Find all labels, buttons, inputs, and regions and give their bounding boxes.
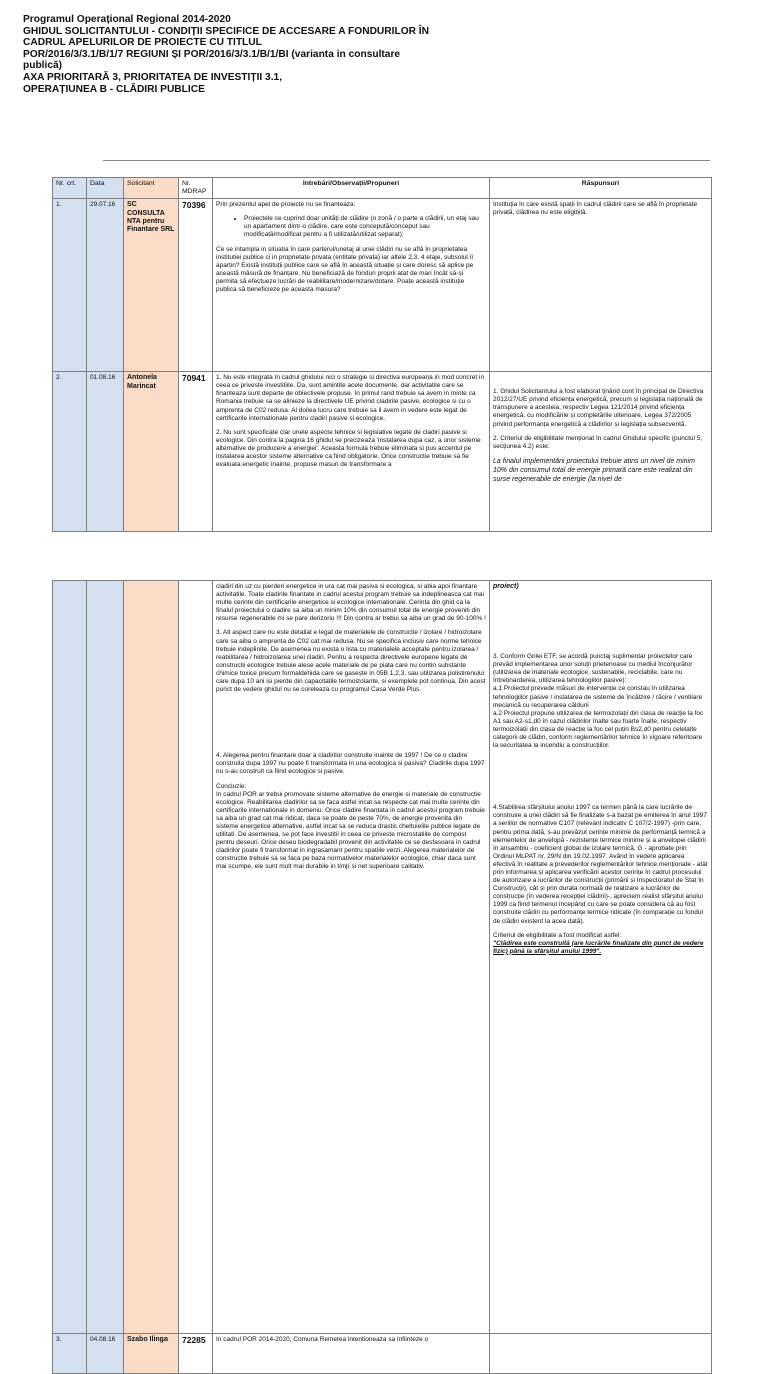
row-solicitant: Antonela Marincat [124, 372, 179, 532]
question-body: Ce se intampla in situatia în care parterul/unetaj al unei clădiri nu se află în proprietatea institutiei publice ci in proprietate privata (entitate privata) iar altele 2,3, 4 etaje, subsolul îi aparțin? Există instituții publice care se află în această situație și care doresc să aplice pe această măsură de finanțare. Nu beneficiază de fonduri proprii atat de mari încât să-și permita să efectueze lucrări de reabilitare/modernizare/dotare. Poate această instituție publica să beneficieze pe aceasta masura? [216, 245, 474, 294]
row-question [213, 199, 490, 372]
answer-paragraph: Criteriul de eligibilitate a fost modificat astfel: [493, 931, 622, 939]
row-mdrap: 72285 [179, 1334, 213, 1374]
header-line: GHIDUL SOLICITANTULUI - CONDIȚII SPECIFICE DE ACCESARE A FONDURILOR ÎN [23, 25, 429, 37]
header-line: CADRUL APELURILOR DE PROIECTE CU TITLUL [23, 37, 262, 49]
row-date: 29.07.16 [87, 199, 124, 372]
answer-italic: La finalul implementării proiectului trebuie atins un nivel de minim 10% din consumul total de energie primară care este realizat din surse regenerabile de energie (la nivel de [493, 457, 695, 483]
row-date: 01.08.16 [87, 372, 124, 532]
row-solicitant [124, 581, 179, 1334]
conclusion-body: In cadrul POR ar trebui promovate sisteme alternative de energie si materiale de constructie ecologice. Reabilitarea cladirilor sa se faca astfel incat sa respecte cat mai multe cerinte din certificarile internationale in domeniu. Orice cladire finantata in cadrul acestui program trebuie sa aiba un grad cat mai ridicat, daca se poate de peste 70%, de energie provenita din sisteme energetice alternative, astfel incat sa se reduca drastic cheltuielile publice legate de utilitati. De asemenea, se pot face investitii in ceea ce priveste microstatiile de compost pentru deseuri. Orice deseu biodegradabil provenit din activitatile ce se desfasoara in cadrul cladirilor poate fi transformat in ingrasamant pentru spatiile verzi. Alegerea materialelor de constructie trebuie sa se faca pe baza normativelor materialelor ecologice, chiar daca sunt mai scumpe, ele sunt mult mai durabile in timp si net superioare calitativ. [216, 790, 485, 871]
row-mdrap [179, 581, 213, 1334]
row-date: 04.08.16 [87, 1334, 124, 1374]
answer-paragraph: a.1 Proiectul prevede măsuri de intervenție ce constau în utilizarea tehnologiilor pasive / instalarea de sisteme de încălzire / răcire / ventilare mecanică cu recuperarea căldurii [493, 685, 703, 709]
col-header-solicitant: Solicitant [124, 178, 179, 199]
col-header-date: Data [87, 178, 124, 199]
table-row [53, 199, 712, 372]
row-answer [490, 1334, 712, 1374]
answer-paragraph: 4.Stabilirea sfârșitului anului 1997 ca termen până la care lucrările de construire a unei clădiri să fie finalizate s-a bazat pe emiterea în anul 1997 a seriilor de normative C107 (relevant indicativ C 107/2-1997) -prin care, pentru prima dată, s-au prevăzut cerințe minime de performanță termică a elementelor de anvelopă - rezistențe termice minime și a anvelopei clădirii în ansamblu - coeficient global de izolare termică, G - aprobate prin Ordinul MLPAT nr. 29/N din 19.02.1997. Având în vedere aplicarea efectivă în realitate a prevederilor reglementărilor tehnice menționate - atât prin informarea și aplicarea verificării acestor cerințe în cadrul procesului de autorizare a lucrărilor de construcții (primării și Inspectoratul de Stat în Construcții), cât și prin durata normală de realizare a lucrărilor de construcție (în vederea recepției clădirii)-, apreciem realist sfârșitul anului 1999 ca fiind termenul începând cu care se poate considera că au fost construite clădiri cu performanțe termice ridicate (în comparație cu fondul de clădiri existent la acea dată). [493, 804, 708, 925]
table-row [53, 372, 712, 532]
col-header-mdrap: Nr. MDRAP [179, 178, 213, 199]
col-header-question: Intrebări/Observații/Propuneri [213, 178, 490, 199]
row-nr: 1. [53, 199, 87, 372]
row-solicitant: Szabo Ilinga [124, 1334, 179, 1374]
question-paragraph: 2. Nu sunt specificate clar unele aspecte tehnice si legislative legate de cladiri pasive si ecologice. Din contra la pagina 16 ghidul se precizeaza 'instalarea dupa caz, a unor sisteme alternative de producere a energiei'. Aceasta formula trebuie eliminata si pus accentul pe instalarea acestor sisteme alternative ca fiind obligatorie. Orice constructie trebuie sa fie evaluata energetic inainte, propuse masuri de transformare a [216, 428, 481, 469]
row-solicitant: SC CONSULTA NTA pentru Finantare SRL [124, 199, 179, 372]
row-date [87, 581, 124, 1334]
row-mdrap: 70396 [179, 199, 213, 372]
col-header-answer: Răspunsuri [490, 178, 712, 199]
table-header-row [53, 178, 712, 199]
qa-table-page-1 [52, 177, 712, 532]
row-nr: 2. [53, 372, 87, 532]
answer-highlight: "Clădirea este construită (are lucrările finalizate din punct de vedere fizic) până la sfârșitul anului 1999". [493, 939, 704, 955]
question-paragraph: 1. Nu este integrata în cadrul ghidului nici o strategie si directiva europeana in mod concret in ceea ce priveste investitiile. Da, sunt amintite acele documente, dar activitatile care se finanteaza sunt departe de obiectivele propuse. In primul rand trebuie sa avem in minte ca Romania trebuie sa se alinieze la directivele UE privind cladirile pasive, ecologice si cu o amprenta de C02 redusa. Al doilea lucru care trebuie sa il avem in vedere este legat de certificarile internationale pentru cladiri pasive si ecologice. [216, 374, 485, 422]
question-paragraph: cladiri din uz cu pierderi energetice in ura cat mai pasiva si ecologica, si abia apoi finantare activitatile. Toate cladirile finantate in cadrul acestui program trebuie sa indeplineasca cat mai multe cerinte din certificarile energetice si ecologice internationale. Cerinta din ghid ca la finalul proiectului o cladire sa aiba un minim 10% din consumul total de energie proveniti din resurse regenerabile mi se pare derizoriu !!! Din contra ar trebui sa aiba un grad de 90-100% ! [216, 583, 486, 623]
answer-paragraph: 2. Criteriul de eligibilitate menționat în cadrul Ghidului specific (punctul 5, secțiunea 4.2) este: [493, 434, 703, 450]
row-answer [490, 372, 712, 532]
row-question [213, 581, 490, 1334]
row-answer [490, 581, 712, 1334]
row-nr: 3. [53, 1334, 87, 1374]
table-row [53, 1334, 712, 1374]
question-paragraph: 3. Alt aspect care nu este detaliat e legat de materialele de constructie / izolare / hidroizolare care sa aiba o amprenta de C02 cat mai redusa. Nu se specifica inclusiv care norme tehnice trebuie indeplinite. De asemenea nu exista o lista cu materialele acceptate pentru izolarea / reabilitarea / hidroizolarea unei cladiri. Pentru a respecta directivele europene legate de constructii ecologice trebuie alese acele materiale de pe piata care nu contin substante chimice toxice precum formaldehida care se gasește în 05B 1,2,3. sau utilizarea polistirenului care dupa 10 ani isi pierde din capacitatile termoizolante, si exemplele pot continua. Din acest punct de vedere ghidul nu se coreleaza cu programul Casa Verde Plus. [216, 629, 486, 694]
header-line: OPERAȚIUNEA B - CLĂDIRI PUBLICE [23, 83, 205, 95]
question-bullet: • Proiectele ce cuprind doar unități de clădire (o zonă / o parte a clădirii, un etaj sau un apartament dintr-o clădire, care este concepută/conceput sau modificată/modificat pentru a fi utilizată/utilizat separat); [244, 215, 486, 239]
question-list [216, 215, 486, 239]
qa-table-page-2 [52, 580, 712, 1374]
answer-paragraph: 1. Ghidul Solicitantului a fost elaborat ținând cont în principal de Directiva 2012/27/UE privind eficiența energetică, precum și legislația națională de transpunere a acesteia, respectiv Legea 121/2014 privind eficiența energetică, cu modificările și completările ulterioare, Legea 372/2005 privind performanța energetică a clădirilor și legislația subsecventă. [493, 388, 704, 428]
conclusion-title: Concluzie: [216, 782, 247, 790]
answer-continuation: proiect) [493, 583, 519, 590]
question-paragraph: 4. Alegerea pentru finantare doar a cladirilor construite inainte de 1997 ! De ce o cladire construita dupa 1997 nu poate fi transformata in una ecologica si pasiva? Cladirile dupa 1997 nu s-au construit ca fiind ecologice si pasive. [216, 752, 485, 776]
document-header [23, 14, 463, 95]
col-header-nr: Nr. crt. [53, 178, 87, 199]
row-question: In cadrul POR 2014-2020, Comuna Remetea intentioneaza sa infiinteze o [213, 1334, 490, 1374]
row-question [213, 372, 490, 532]
question-intro: Prin prezentul apel de proiecte nu se finanteaza: [216, 201, 356, 209]
row-nr [53, 581, 87, 1334]
row-mdrap: 70941 [179, 372, 213, 532]
answer-paragraph: 3. Conform Grilei ETF, se acordă punctaj suplimentar proiectelor care prevăd implementarea unor soluții prietenoase cu mediul înconjurător (utilizarea de materiale ecologice, sustenabile, reciclabile, care nu întreținarderea, utilizarea tehnologiilor pasive): [493, 653, 693, 685]
answer-paragraph: a.2 Proiectul propune utilizarea de termoizolații din clasa de reacție la foc A1 sau A2-s1,d0 în cazul clădirilor înalte sau foarte înalte, respectiv termoizolații din clasa de reacție la foc cel puțin Bs2,d0 pentru celelalte categorii de clădiri, conform reglementărilor tehnice în vigoare referitoare la securitatea la incendiu a construcțiilor. [493, 709, 704, 750]
table-row-continuation [53, 581, 712, 1334]
horizontal-divider [103, 160, 710, 161]
header-line: publică) [23, 60, 63, 72]
row-answer: Instituția în care există spații în cadrul clădirii care se află în proprietate privată, clădirea nu este eligibilă. [490, 199, 712, 372]
header-line: AXA PRIORITARĂ 3, PRIORITATEA DE INVESTIȚII 3.1, [23, 71, 283, 83]
header-line: POR/2016/3/3.1/B/1/7 REGIUNI ȘI POR/2016/3/3.1/B/1/BI (varianta in consultare [23, 48, 401, 60]
header-line: Programul Operațional Regional 2014-2020 [23, 14, 231, 25]
